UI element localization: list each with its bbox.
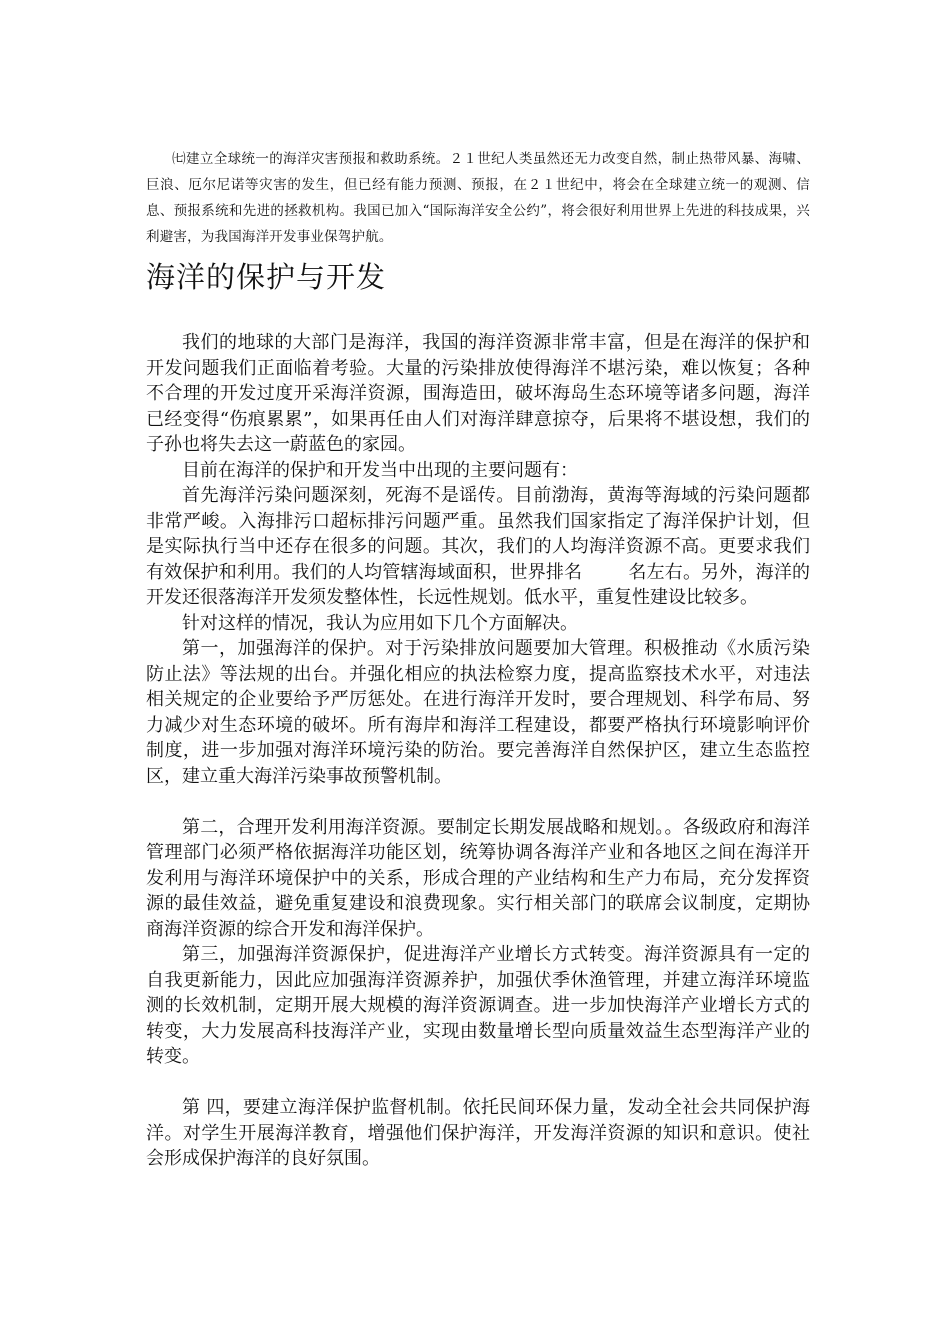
paragraph-7: 第三，加强海洋资源保护，促进海洋产业增长方式转变。海洋资源具有一定的自我更新能力，因此应加强海洋资源养护，加强伏季休渔管理，并建立海洋环境监测的长效机制，定期开展大规模的海洋资源调查。进一步加快海洋产业增长方式的转变，大力发展高科技海洋产业，实现由数量增长型向质量效益生态型海洋产业的转变。 [146,944,810,1067]
paragraph-6: 第二，合理开发利用海洋资源。要制定长期发展战略和规划。。各级政府和海洋管理部门必须严格依据海洋功能区划，统筹协调各海洋产业和各地区之间在海洋开发利用与海洋环境保护中的关系，形成合理的产业结构和生产力布局，充分发挥资源的最佳效益，避免重复建设和浪费现象。实行相关部门的联席会议制度，定期协商海洋资源的综合开发和海洋保护。 [146,816,810,940]
paragraph-4: 针对这样的情况，我认为应用如下几个方面解决。 [182,612,578,634]
paragraph-2: 目前在海洋的保护和开发当中出现的主要问题有： [182,459,578,481]
paragraph-5: 第一，加强海洋的保护。对于污染排放问题要加大管理。积极推动《水质污染防止法》等法规的出台。并强化相应的执法检察力度，提高监察技术水平，对违法相关规定的企业要给予严厉惩处。在进行海洋开发时，要合理规划、科学布局、努力减少对生态环境的破坏。所有海岸和海洋工程建设，都要严格执行环境影响评价制度，进一步加强对海洋环境污染的防治。要完善海洋自然保护区，建立生态监控区，建立重大海洋污染事故预警机制。 [146,638,810,787]
article-body [146,330,810,1172]
paragraph-3 [146,483,810,611]
paragraph-3-part-b: 名左右。另外，海洋的开发还很落海洋开发须发整体性，长远性规划。低水平，重复性建设比较多。 [146,561,810,608]
intro-text: ㈦建立全球统一的海洋灾害预报和救助系统。２１世纪人类虽然还无力改变自然，制止热带风暴、海啸、巨浪、厄尔尼诺等灾害的发生，但已经有能力预测、预报，在２１世纪中，将会在全球建立统一的观测、信息、预报系统和先进的拯救机构。我国已加入“国际海洋安全公约”，将会很好利用世界上先进的科技成果，兴利避害，为我国海洋开发事业保驾护航。 [146,151,810,245]
paragraph-8: 第 四，要建立海洋保护监督机制。依托民间环保力量，发动全社会共同保护海洋。对学生开展海洋教育，增强他们保护海洋，开发海洋资源的知识和意识。使社会形成保护海洋的良好氛围。 [146,1097,810,1169]
paragraph-3-part-a: 首先海洋污染问题深刻，死海不是谣传。目前渤海，黄海等海域的污染问题都非常严峻。入海排污口超标排污问题严重。虽然我们国家指定了海洋保护计划，但是实际执行当中还存在很多的问题。其次，我们的人均海洋资源不高。更要求我们有效保护和利用。我们的人均管辖海域面积，世界排名 [146,485,810,583]
paragraph-1: 我们的地球的大部门是海洋，我国的海洋资源非常丰富，但是在海洋的保护和开发问题我们正面临着考验。大量的污染排放使得海洋不堪污染，难以恢复；各种不合理的开发过度开采海洋资源，围海造田，破坏海岛生态环境等诸多问题，海洋已经变得“伤痕累累”，如果再任由人们对海洋肆意掠夺，后果将不堪设想，我们的子孙也将失去这一蔚蓝色的家园。 [146,332,810,455]
article-title: 海洋的保护与开发 [146,260,387,294]
intro-paragraph [146,146,810,250]
